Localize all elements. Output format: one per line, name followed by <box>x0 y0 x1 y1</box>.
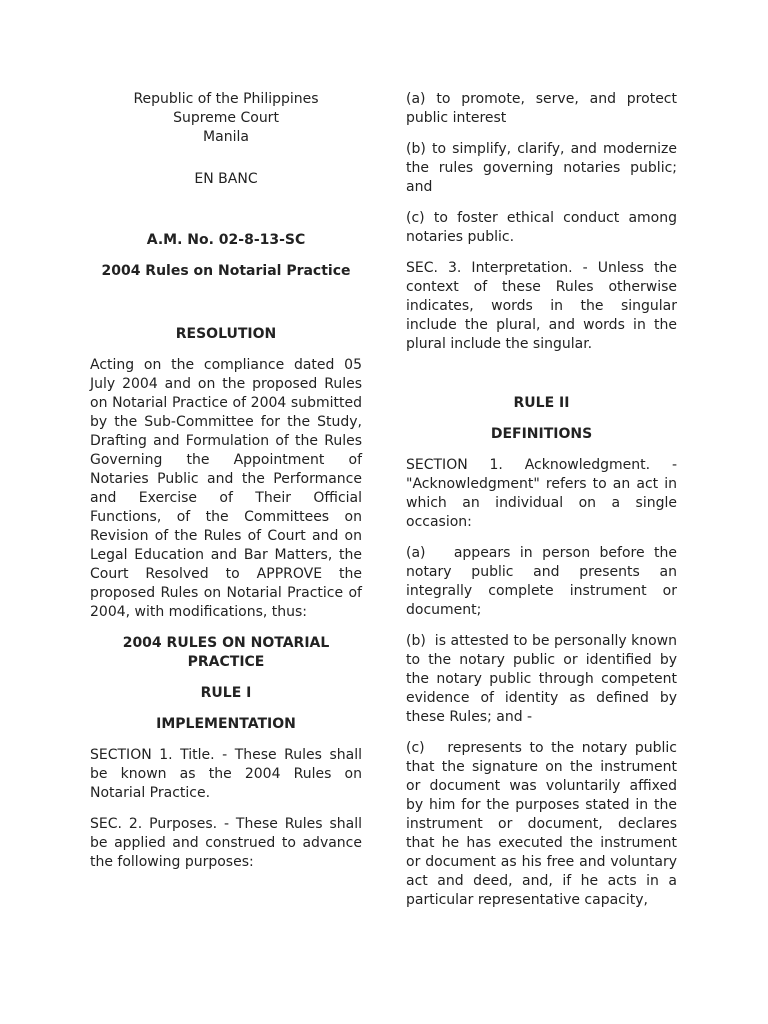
definitions-heading: DEFINITIONS <box>490 426 593 442</box>
resolution-heading: RESOLUTION <box>175 326 277 342</box>
right-column <box>406 90 682 922</box>
rule-ii-heading: RULE II <box>513 395 570 411</box>
header-manila: Manila <box>203 129 249 145</box>
section-2-purposes: SEC. 2. Purposes. - These Rules shall be applied and construed to advance the following purposes: <box>90 816 362 870</box>
acknowledgment-section: SECTION 1. Acknowledgment. - "Acknowledgment" refers to an act in which an individual on a single occasion: <box>406 457 677 530</box>
implementation-heading: IMPLEMENTATION <box>156 716 296 732</box>
purpose-c: (c) to foster ethical conduct among notaries public. <box>406 210 677 245</box>
rule-i-heading: RULE I <box>200 685 252 701</box>
purpose-a: (a) to promote, serve, and protect public interest <box>406 91 677 126</box>
resolution-body: Acting on the compliance dated 05 July 2004 and on the proposed Rules on Notarial Practice of 2004 submitted by the Sub-Committee for the Study, Drafting and Formulation of the Rules Governing the Appointment of Notaries Public and the Performance and Exercise of Their Official Functions, of the Committees on Revision of the Rules of Court and on Legal Education and Bar Matters, the Court Resolved to APPROVE the proposed Rules on Notarial Practice of 2004, with modifications, thus: <box>90 357 362 620</box>
am-number: A.M. No. 02-8-13-SC <box>146 232 306 248</box>
header-republic: Republic of the Philippines <box>133 91 319 107</box>
document-title: 2004 Rules on Notarial Practice <box>101 263 351 279</box>
rules-heading: 2004 RULES ON NOTARIAL PRACTICE <box>122 635 330 670</box>
left-column <box>90 90 362 884</box>
acknowledgment-item-c: (c) represents to the notary public that the signature on the instrument or document was voluntarily affixed by him for the purposes stated in the instrument or document, declares that he has executed the instrument or document as his free and voluntary act and deed, and, if he acts in a particular representative capacity, <box>406 740 682 908</box>
acknowledgment-item-b: (b) is attested to be personally known to the notary public or identified by the notary public through competent evidence of identity as defined by these Rules; and - <box>406 633 682 725</box>
section-1-title: SECTION 1. Title. - These Rules shall be known as the 2004 Rules on Notarial Practice. <box>90 747 362 801</box>
section-3-interpretation: SEC. 3. Interpretation. - Unless the context of these Rules otherwise indicates, words in the singular include the plural, and words in the plural include the singular. <box>406 260 677 352</box>
purpose-b: (b) to simplify, clarify, and modernize the rules governing notaries public; and <box>406 141 677 195</box>
en-banc-label: EN BANC <box>194 171 258 187</box>
header-supreme-court: Supreme Court <box>173 110 279 126</box>
acknowledgment-item-a: (a) appears in person before the notary public and presents an integrally complete instrument or document; <box>406 545 682 618</box>
